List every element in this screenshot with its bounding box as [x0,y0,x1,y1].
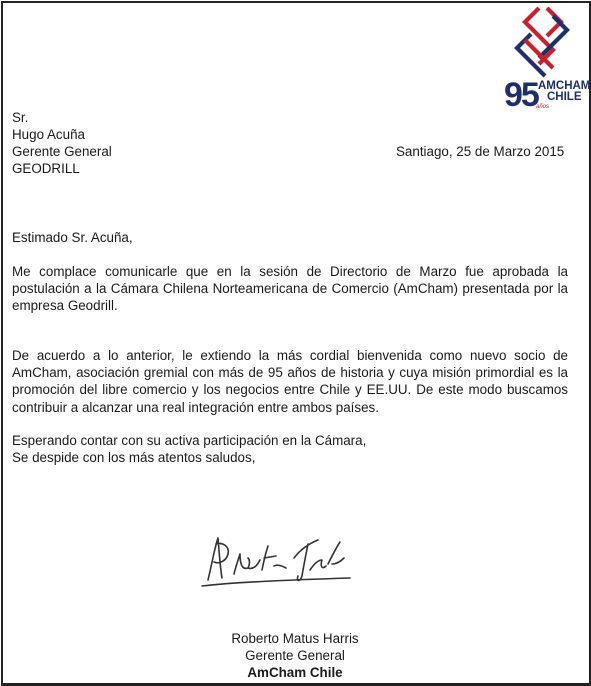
logo-brand-line2: CHILE [547,91,582,103]
closing-line-1: Esperando contar con su activa participación en la Cámara, [12,433,367,448]
recipient-salutation: Sr. [12,110,29,125]
date-line: Santiago, 25 de Marzo 2015 [396,144,565,159]
signer-title: Gerente General [245,648,345,663]
recipient-company: GEODRILL [12,161,80,176]
recipient-position: Gerente General [12,144,112,159]
logo-years-label: años [536,104,550,110]
signer-name: Roberto Matus Harris [231,631,359,646]
greeting: Estimado Sr. Acuña, [12,230,133,245]
closing-line-2: Se despide con los más atentos saludos, [12,450,256,465]
logo-number: 95 [504,76,538,114]
signer-organization: AmCham Chile [247,665,343,680]
logo-brand-line1: AMCHAM [538,80,591,92]
body-paragraph-1: Me complace comunicarle que en la sesión de Directorio de Marzo fue aprobada la postulación a la Cámara Chilena Norteamericana de Comercio (AmCham) presentada por la empresa Geodrill. [12,264,568,314]
recipient-name: Hugo Acuña [12,127,85,142]
body-paragraph-2: De acuerdo a lo anterior, le extiendo la más cordial bienvenida como nuevo socio de AmCham, asociación gremial con más de 95 años de historia y cuya misión primordial es la promoción del libre comercio y los negocios entre Chile y EE.UU. De este modo buscamos contribuir a alcanzar una real integración entre ambos países. [12,348,568,415]
signature-image [178,520,368,600]
